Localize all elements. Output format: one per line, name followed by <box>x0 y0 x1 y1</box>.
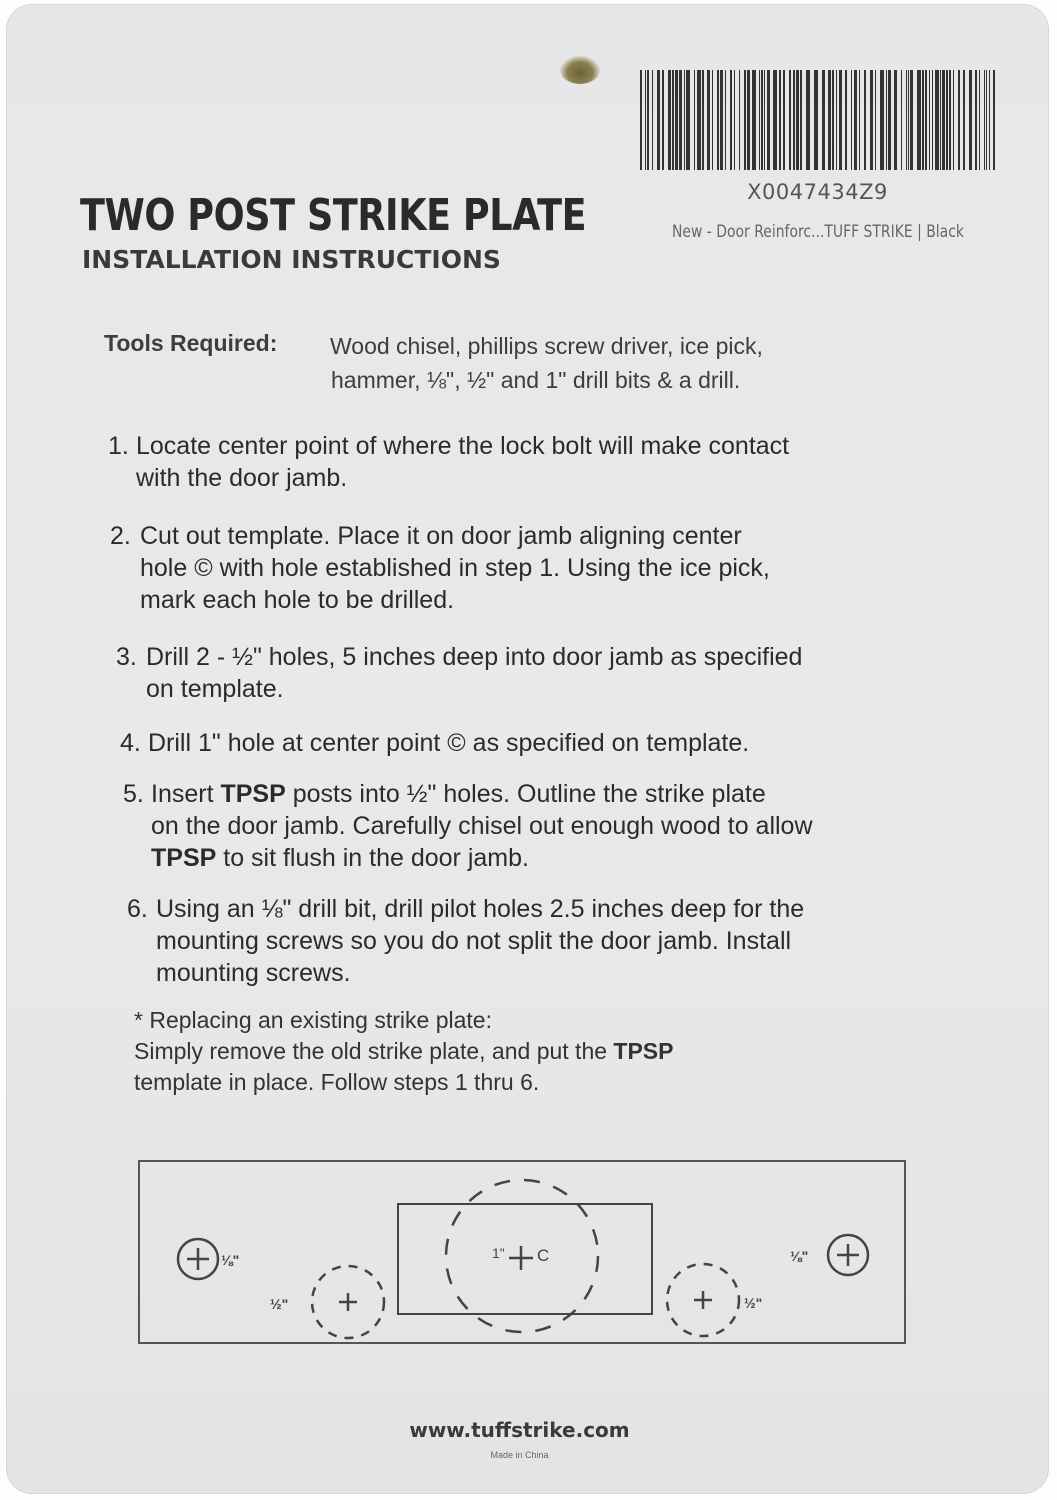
left-pilot-label: ⅛" <box>221 1252 240 1268</box>
barcode-bar <box>859 70 860 170</box>
step-5 <box>123 778 813 874</box>
barcode-bar <box>839 70 842 170</box>
step-text: mounting screws so you do not split the door jamb. Install <box>156 927 792 955</box>
barcode-bar <box>640 70 642 170</box>
barcode-bar <box>814 70 818 170</box>
barcode-bar <box>686 70 690 170</box>
barcode-bar <box>668 70 671 170</box>
barcode-bar <box>958 70 960 170</box>
barcode-bar <box>730 70 732 170</box>
barcode-bar <box>793 70 795 170</box>
barcode-bar <box>806 70 810 170</box>
step-2 <box>110 520 770 616</box>
barcode-bar <box>662 70 664 170</box>
note-text: * Replacing an existing strike plate: <box>134 1007 492 1033</box>
replacement-note <box>134 1005 674 1098</box>
barcode-bar <box>901 70 902 170</box>
step-number: 2. <box>110 522 131 550</box>
barcode-bar <box>747 70 750 170</box>
step-text: Locate center point of where the lock bolt will make contact <box>136 432 790 460</box>
barcode-bar <box>989 70 990 170</box>
barcode-bar <box>986 70 987 170</box>
barcode-bar <box>854 70 857 170</box>
barcode-bar <box>836 70 837 170</box>
barcode-bar <box>657 70 660 170</box>
barcode-bar <box>922 70 924 170</box>
barcode-bar <box>707 70 710 170</box>
step-text: Insert TPSP posts into ½" holes. Outline the strike plate <box>151 780 766 808</box>
barcode-bar <box>767 70 770 170</box>
barcode-bar <box>975 70 977 170</box>
barcode-bar <box>717 70 719 170</box>
step-number: 1. <box>108 432 129 460</box>
center-size-label: 1" <box>492 1245 505 1261</box>
barcode-bar <box>906 70 907 170</box>
barcode-bar <box>675 70 678 170</box>
made-in-label: Made in China <box>490 1450 549 1460</box>
barcode-bar <box>744 70 746 170</box>
step-1 <box>108 430 789 494</box>
note-text: Simply remove the old strike plate, and put the TPSP <box>134 1038 674 1064</box>
barcode-bar <box>963 70 965 170</box>
barcode-bar <box>969 70 972 170</box>
barcode-bar <box>993 70 995 170</box>
barcode-bar <box>702 70 704 170</box>
barcode-bar <box>725 70 726 170</box>
tools-line-1: Wood chisel, phillips screw driver, ice pick, <box>330 333 763 359</box>
barcode <box>640 70 995 170</box>
barcode-bar <box>953 70 954 170</box>
barcode-bar <box>764 70 765 170</box>
barcode-bar <box>761 70 763 170</box>
barcode-bar <box>672 70 674 170</box>
barcode-bar <box>694 70 695 170</box>
step-text: on the door jamb. Carefully chisel out enough wood to allow <box>151 812 813 840</box>
center-crosshair <box>509 1246 533 1270</box>
barcode-bar <box>908 70 909 170</box>
barcode-bar <box>789 70 791 170</box>
barcode-bar <box>822 70 825 170</box>
barcode-bar <box>984 70 985 170</box>
barcode-bar <box>979 70 980 170</box>
step-text: mounting screws. <box>156 959 351 987</box>
left-post-hole <box>312 1266 384 1338</box>
barcode-bar <box>752 70 756 170</box>
barcode-bar <box>783 70 785 170</box>
barcode-bar <box>697 70 701 170</box>
right-pilot-label: ⅛" <box>790 1248 809 1264</box>
barcode-bar <box>720 70 723 170</box>
barcode-bar <box>679 70 682 170</box>
tools-label: Tools Required: <box>104 330 278 356</box>
step-text: hole © with hole established in step 1. Using the ice pick, <box>140 554 770 582</box>
barcode-bar <box>932 70 933 170</box>
barcode-bar <box>949 70 951 170</box>
step-number: 4. <box>120 729 141 757</box>
step-text: with the door jamb. <box>136 464 348 492</box>
barcode-bar <box>712 70 713 170</box>
barcode-bar <box>759 70 760 170</box>
step-text: TPSP to sit flush in the door jamb. <box>151 844 529 872</box>
barcode-bar <box>917 70 921 170</box>
barcode-bar <box>870 70 873 170</box>
step-text: Cut out template. Place it on door jamb aligning center <box>140 522 742 550</box>
tpsp-bold: TPSP <box>220 780 286 808</box>
barcode-bar <box>828 70 831 170</box>
note-text: template in place. Follow steps 1 thru 6. <box>134 1069 540 1095</box>
barcode-bar <box>942 70 945 170</box>
left-pilot-hole <box>178 1239 218 1279</box>
tpsp-bold: TPSP <box>151 844 217 872</box>
tpsp-bold: TPSP <box>613 1038 674 1064</box>
barcode-bar <box>832 70 834 170</box>
barcode-bar <box>645 70 646 170</box>
step-number: 6. <box>127 895 148 923</box>
barcode-bar <box>773 70 777 170</box>
barcode-bar <box>935 70 939 170</box>
tools-line-2: hammer, ⅛", ½" and 1" drill bits & a drill. <box>331 367 741 393</box>
barcode-description: New - Door Reinforc...TUFF STRIKE | Black <box>671 222 964 242</box>
hang-tab-hole <box>560 56 600 84</box>
barcode-bar <box>647 70 649 170</box>
barcode-bar <box>894 70 897 170</box>
barcode-bar <box>864 70 866 170</box>
barcode-bar <box>796 70 799 170</box>
page-subtitle: INSTALLATION INSTRUCTIONS <box>82 245 501 274</box>
barcode-bar <box>886 70 887 170</box>
barcode-bar <box>875 70 876 170</box>
step-text: Drill 2 - ½" holes, 5 inches deep into door jamb as specified <box>146 643 803 671</box>
step-4 <box>120 727 749 759</box>
barcode-bar <box>684 70 685 170</box>
website-link[interactable]: www.tuffstrike.com <box>409 1418 630 1442</box>
barcode-bar <box>734 70 735 170</box>
step-text: mark each hole to be drilled. <box>140 586 455 614</box>
center-mark-label: C <box>537 1246 550 1265</box>
barcode-bar <box>929 70 930 170</box>
barcode-bar <box>851 70 852 170</box>
step-text: Using an ⅛" drill bit, drill pilot holes 2.5 inches deep for the <box>156 895 805 923</box>
page-title: TWO POST STRIKE PLATE <box>80 190 587 241</box>
right-post-label: ½" <box>744 1295 763 1311</box>
step-text: on template. <box>146 675 284 703</box>
barcode-bar <box>800 70 802 170</box>
left-post-label: ½" <box>270 1296 289 1312</box>
barcode-bar <box>910 70 913 170</box>
barcode-bar <box>888 70 891 170</box>
drilling-template <box>138 1160 906 1344</box>
barcode-bar <box>779 70 781 170</box>
step-number: 5. <box>123 780 144 808</box>
barcode-bar <box>940 70 941 170</box>
barcode-bar <box>880 70 884 170</box>
barcode-bar <box>845 70 847 170</box>
step-number: 3. <box>116 643 137 671</box>
right-pilot-hole <box>828 1235 868 1275</box>
barcode-bar <box>925 70 927 170</box>
right-post-hole <box>667 1264 739 1336</box>
barcode-bar <box>652 70 653 170</box>
step-3 <box>116 641 802 705</box>
step-text: Drill 1" hole at center point © as specified on template. <box>148 729 750 757</box>
barcode-bar <box>946 70 948 170</box>
step-6 <box>127 893 804 989</box>
barcode-bar <box>739 70 740 170</box>
barcode-number: X0047434Z9 <box>747 180 888 204</box>
